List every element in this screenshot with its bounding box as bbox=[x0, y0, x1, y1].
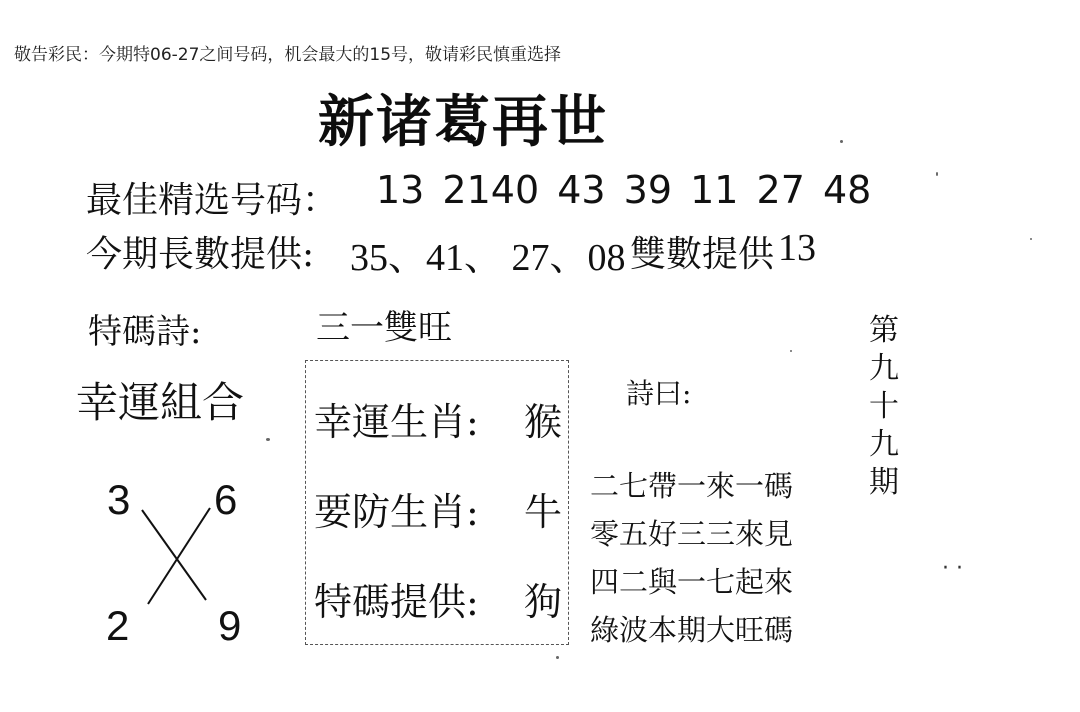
combo-number-bottom-right: 9 bbox=[218, 602, 242, 649]
poem-heading: 詩曰: bbox=[626, 377, 692, 410]
lucky-zodiac-label: 幸運生肖: bbox=[314, 400, 479, 444]
scan-speck bbox=[936, 172, 938, 176]
lucky-zodiac-row bbox=[314, 391, 563, 446]
avoid-zodiac-value: 牛 bbox=[524, 490, 563, 534]
scan-speck bbox=[1030, 238, 1032, 240]
poem-line: 四二與一七起來 bbox=[590, 565, 794, 599]
poem-line: 綠波本期大旺碼 bbox=[590, 613, 794, 647]
page-title: 新诸葛再世 bbox=[318, 90, 608, 155]
avoid-zodiac-label: 要防生肖: bbox=[314, 490, 479, 534]
zodiac-box bbox=[305, 360, 569, 645]
best-pick-numbers: 13 2140 43 39 11 27 48 bbox=[376, 168, 872, 212]
special-code-row bbox=[314, 571, 563, 626]
decorative-dots: · · bbox=[942, 556, 963, 581]
poem-line: 二七帶一來一碼 bbox=[590, 469, 794, 503]
double-numbers-label: 雙數提供 bbox=[630, 234, 775, 275]
combo-number-top-left: 3 bbox=[107, 476, 131, 523]
issue-number: 第九十九期 bbox=[869, 313, 899, 500]
long-numbers-values: 35、41、 27、08 bbox=[350, 237, 626, 279]
poem-line: 零五好三三來見 bbox=[590, 517, 794, 551]
special-code-value: 狗 bbox=[524, 580, 563, 624]
scan-speck bbox=[790, 350, 792, 352]
scan-speck bbox=[840, 140, 843, 143]
combo-number-bottom-left: 2 bbox=[106, 602, 130, 649]
cross-line-a bbox=[142, 510, 206, 600]
cross-line-b bbox=[148, 508, 210, 604]
special-poem-label: 特碼詩: bbox=[88, 312, 202, 352]
notice-text: 敬告彩民：今期特06-27之间号码，机会最大的15号，敬请彩民慎重选择 bbox=[14, 45, 562, 65]
scan-speck bbox=[556, 656, 559, 659]
lucky-zodiac-value: 猴 bbox=[524, 400, 563, 444]
double-numbers-value: 13 bbox=[778, 227, 816, 269]
special-code-label: 特碼提供: bbox=[314, 580, 479, 624]
scan-speck bbox=[266, 438, 270, 441]
combo-number-top-right: 6 bbox=[214, 476, 238, 523]
special-poem-value: 三一雙旺 bbox=[316, 308, 452, 348]
lucky-combo-label: 幸運組合 bbox=[76, 378, 245, 427]
best-pick-label: 最佳精选号码： bbox=[86, 180, 339, 221]
long-numbers-label: 今期長數提供: bbox=[86, 234, 315, 275]
avoid-zodiac-row bbox=[314, 481, 563, 536]
